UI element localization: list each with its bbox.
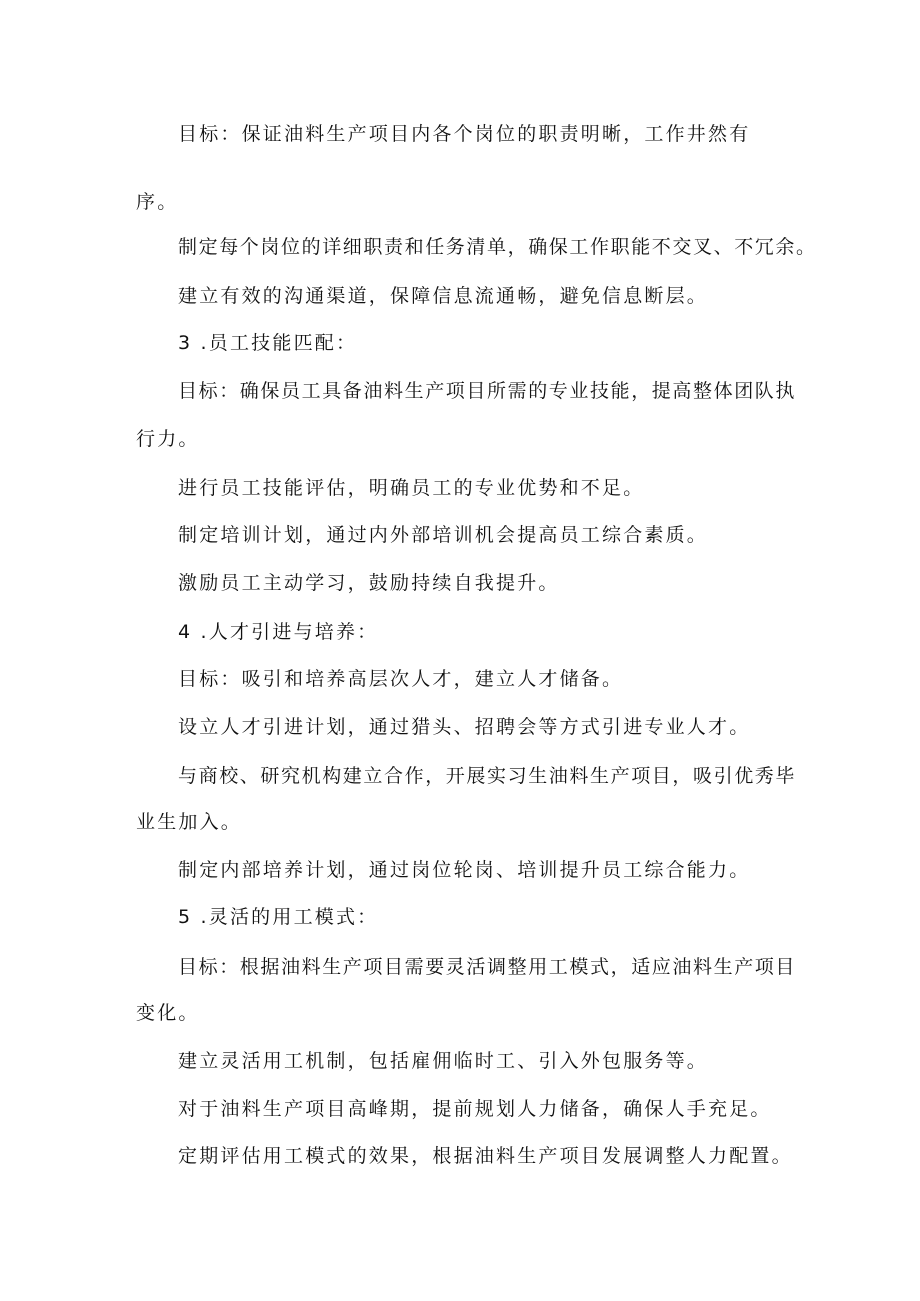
section-heading: 3 .员工技能匹配： <box>178 332 358 354</box>
paragraph-line: 建立灵活用工机制，包括雇佣临时工、引入外包服务等。 <box>178 1050 709 1072</box>
paragraph-line: 定期评估用工模式的效果，根据油料生产项目发展调整人力配置。 <box>178 1145 793 1167</box>
paragraph-line: 目标：确保员工具备油料生产项目所需的专业技能，提高整体团队执 <box>178 380 797 402</box>
paragraph-line: 激励员工主动学习，鼓励持续自我提升。 <box>178 572 560 594</box>
paragraph-line: 目标：保证油料生产项目内各个岗位的职责明晰，工作井然有 <box>178 123 751 145</box>
paragraph-line: 目标：吸引和培养高层次人才，建立人才储备。 <box>178 668 624 690</box>
paragraph-line: 对于油料生产项目高峰期，提前规划人力储备，确保人手充足。 <box>178 1098 772 1120</box>
paragraph-line: 业生加入。 <box>136 811 243 833</box>
paragraph-line: 制定培训计划，通过内外部培训机会提高员工综合素质。 <box>178 524 709 546</box>
paragraph-line: 序。 <box>136 191 179 213</box>
section-heading: 5 .灵活的用工模式： <box>178 906 379 928</box>
paragraph-line: 变化。 <box>136 1002 200 1024</box>
paragraph-line: 与商校、研究机构建立合作，开展实习生油料生产项目，吸引优秀毕 <box>178 765 797 787</box>
paragraph-line: 设立人才引进计划，通过猎头、招聘会等方式引进专业人才。 <box>178 716 751 738</box>
paragraph-line: 建立有效的沟通渠道，保障信息流通畅，避免信息断层。 <box>178 285 709 307</box>
paragraph-line: 行力。 <box>136 428 200 450</box>
paragraph-line: 制定每个岗位的详细职责和任务清单，确保工作职能不交叉、不冗余。 <box>178 236 817 258</box>
paragraph-line: 目标：根据油料生产项目需要灵活调整用工模式，适应油料生产项目 <box>178 956 797 978</box>
section-heading: 4 .人才引进与培养： <box>178 621 379 643</box>
paragraph-line: 进行员工技能评估，明确员工的专业优势和不足。 <box>178 477 645 499</box>
paragraph-line: 制定内部培养计划，通过岗位轮岗、培训提升员工综合能力。 <box>178 859 751 881</box>
